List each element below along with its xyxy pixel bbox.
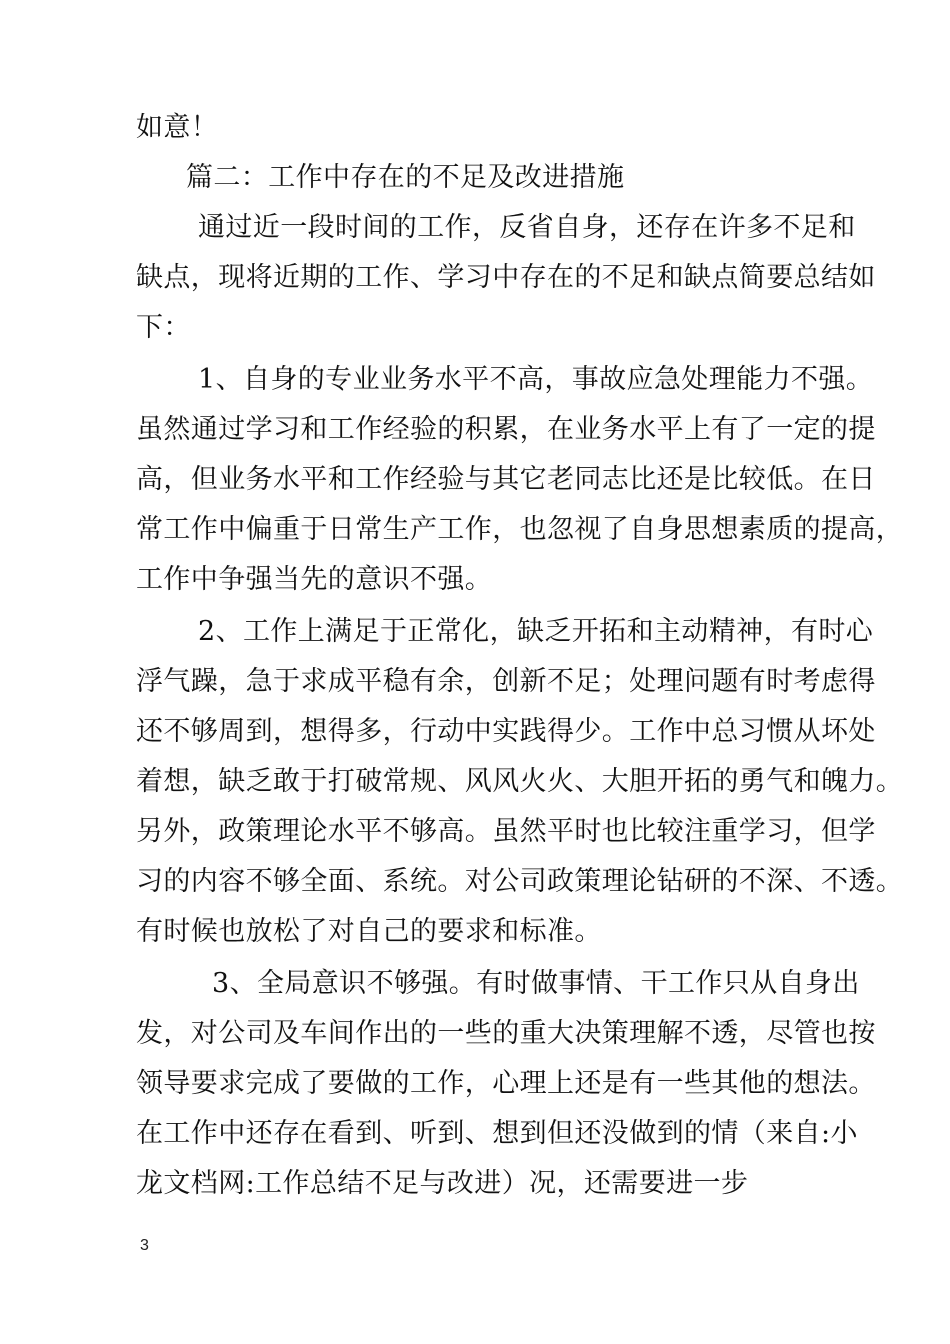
- text-line: 常工作中偏重于日常生产工作，也忽视了自身思想素质的提高，: [136, 514, 904, 545]
- page-number: 3: [140, 1237, 149, 1254]
- text-line: 缺点，现将近期的工作、学习中存在的不足和缺点简要总结如: [136, 262, 876, 293]
- text-line: 发，对公司及车间作出的一些的重大决策理解不透，尽管也按: [136, 1018, 876, 1049]
- text-line: 浮气躁，急于求成平稳有余，创新不足；处理问题有时考虑得: [136, 666, 876, 697]
- text-line: 习的内容不够全面、系统。对公司政策理论钻研的不深、不透。: [136, 866, 904, 897]
- text-line: 有时候也放松了对自己的要求和标准。: [136, 916, 602, 947]
- text-line: 2、工作上满足于正常化，缺乏开拓和主动精神，有时心: [198, 616, 874, 647]
- text-line: 领导要求完成了要做的工作，心理上还是有一些其他的想法。: [136, 1068, 876, 1099]
- text-line: 通过近一段时间的工作，反省自身，还存在许多不足和: [198, 212, 856, 243]
- text-line: 3、全局意识不够强。有时做事情、干工作只从自身出: [212, 968, 860, 999]
- text-line: 虽然通过学习和工作经验的积累，在业务水平上有了一定的提: [136, 414, 876, 445]
- text-line: 龙文档网:工作总结不足与改进）况，还需要进一步: [136, 1168, 749, 1199]
- text-line: 着想，缺乏敢于打破常规、风风火火、大胆开拓的勇气和魄力。: [136, 766, 904, 797]
- text-line: 还不够周到，想得多，行动中实践得少。工作中总习惯从坏处: [136, 716, 876, 747]
- text-line: 另外，政策理论水平不够高。虽然平时也比较注重学习，但学: [136, 816, 876, 847]
- text-line: 下：: [136, 312, 191, 343]
- section-heading: 篇二：工作中存在的不足及改进措施: [186, 162, 625, 193]
- text-line: 如意！: [136, 112, 219, 143]
- text-line: 工作中争强当先的意识不强。: [136, 564, 493, 595]
- text-line: 在工作中还存在看到、听到、想到但还没做到的情（来自:小: [136, 1118, 858, 1149]
- text-line: 高，但业务水平和工作经验与其它老同志比还是比较低。在日: [136, 464, 876, 495]
- text-line: 1、自身的专业业务水平不高，事故应急处理能力不强。: [198, 364, 874, 395]
